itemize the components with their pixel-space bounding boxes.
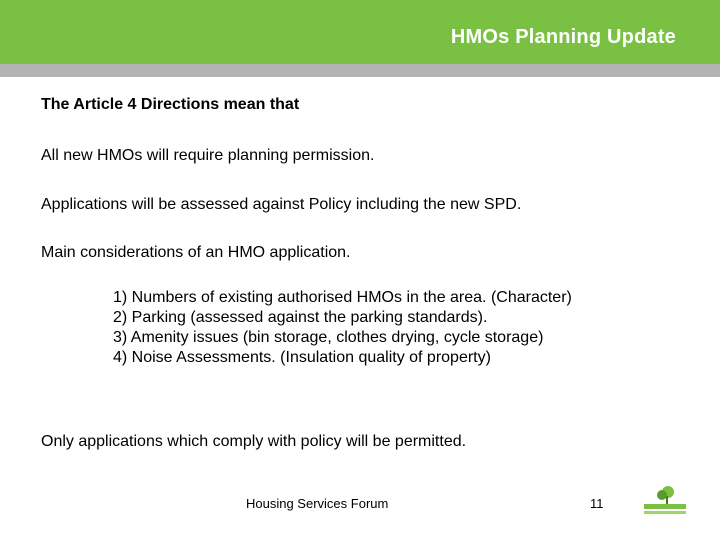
paragraph-policy-assessment: Applications will be assessed against Policy including the new SPD. xyxy=(41,196,522,213)
paragraph-planning-permission: All new HMOs will require planning permission. xyxy=(41,147,375,164)
tree-logo-icon xyxy=(640,484,690,520)
slide-subtitle: The Article 4 Directions mean that xyxy=(41,96,300,113)
list-item: 1) Numbers of existing authorised HMOs in the area. (Character) xyxy=(113,289,572,306)
considerations-list xyxy=(113,288,572,368)
slide-title: HMOs Planning Update xyxy=(450,26,676,48)
list-item: 3) Amenity issues (bin storage, clothes drying, cycle storage) xyxy=(113,329,544,346)
header-bar xyxy=(0,0,720,64)
list-item: 4) Noise Assessments. (Insulation quality of property) xyxy=(113,349,491,366)
paragraph-main-considerations: Main considerations of an HMO application. xyxy=(41,244,351,261)
page-number: 11 xyxy=(590,496,604,511)
list-item: 2) Parking (assessed against the parking standards). xyxy=(113,309,488,326)
paragraph-policy-compliance: Only applications which comply with policy will be permitted. xyxy=(41,433,467,450)
footer-label: Housing Services Forum xyxy=(246,496,389,511)
header-band xyxy=(0,64,720,77)
